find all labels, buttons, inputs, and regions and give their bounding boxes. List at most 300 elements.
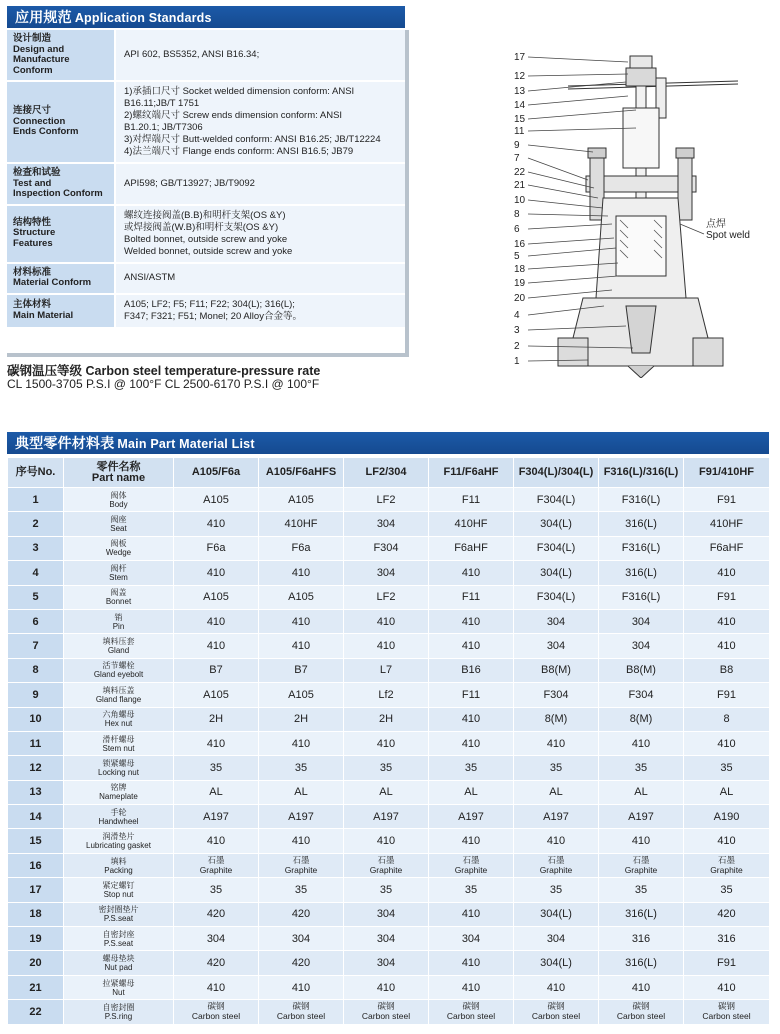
part-material: 35 xyxy=(259,756,344,780)
part-name xyxy=(64,902,174,926)
part-material-cn: 碳钢 xyxy=(207,1001,225,1012)
part-number: 7 xyxy=(8,634,64,658)
part-material: 410 xyxy=(429,951,514,975)
part-number: 18 xyxy=(8,902,64,926)
rating-title-en: Carbon steel temperature-pressure rate xyxy=(85,364,321,378)
part-material-cn: 石墨 xyxy=(547,855,565,866)
part-material: F11 xyxy=(429,585,514,609)
parts-row xyxy=(8,829,770,853)
part-name xyxy=(64,707,174,731)
standards-value xyxy=(115,163,405,205)
part-material: L7 xyxy=(344,658,429,682)
part-material: 35 xyxy=(344,756,429,780)
part-material: 410 xyxy=(684,609,770,633)
part-name-en: Stem xyxy=(109,572,128,582)
part-material: 410 xyxy=(514,975,599,999)
part-name xyxy=(64,585,174,609)
part-material: 316 xyxy=(599,927,684,951)
part-material: 35 xyxy=(429,756,514,780)
part-name-en: Gland eyebolt xyxy=(93,670,144,680)
part-material xyxy=(514,853,599,877)
parts-table xyxy=(7,457,770,1025)
part-name-en: Bonnet xyxy=(105,597,132,607)
parts-row xyxy=(8,780,770,804)
part-number: 4 xyxy=(8,561,64,585)
standards-label xyxy=(7,205,115,263)
part-name-cn: 阀杆 xyxy=(110,563,127,573)
part-material: 35 xyxy=(599,878,684,902)
callout-number: 22 xyxy=(514,167,526,178)
part-material: A105 xyxy=(259,683,344,707)
part-material-en: Carbon steel xyxy=(191,1010,241,1021)
parts-row xyxy=(8,512,770,536)
part-material: AL xyxy=(514,780,599,804)
standards-label-en: Material Conform xyxy=(13,277,92,288)
parts-row xyxy=(8,707,770,731)
standards-label-cn: 设计制造 xyxy=(13,33,52,44)
part-material-en: Carbon steel xyxy=(446,1010,496,1021)
standards-row xyxy=(7,294,405,327)
standards-value-line: 1)承插口尺寸 Socket welded dimension conform: ANSI xyxy=(124,86,355,97)
part-material: F304(L) xyxy=(514,536,599,560)
part-material: 410 xyxy=(174,829,259,853)
part-name-en: Nut pad xyxy=(104,963,133,973)
rating-title-cn: 碳钢温压等级 xyxy=(7,364,83,378)
part-material: 35 xyxy=(174,756,259,780)
part-material: 304 xyxy=(429,927,514,951)
part-name xyxy=(64,609,174,633)
part-material-en: Graphite xyxy=(454,864,488,875)
part-material: A105 xyxy=(259,488,344,512)
part-material: F11 xyxy=(429,683,514,707)
part-material: 304 xyxy=(344,561,429,585)
part-material: 8 xyxy=(684,707,770,731)
callout-number: 15 xyxy=(514,114,526,125)
standards-label-en: Manufacture Conform xyxy=(13,54,70,76)
part-material: 410 xyxy=(429,731,514,755)
part-material-cn: 石墨 xyxy=(207,855,225,866)
part-material: 304 xyxy=(259,927,344,951)
part-material-cn: 石墨 xyxy=(717,855,735,866)
part-material: 410 xyxy=(259,634,344,658)
part-name-en: Nut xyxy=(112,987,125,997)
part-material: A197 xyxy=(174,805,259,829)
part-material: F316(L) xyxy=(599,585,684,609)
standards-value-line: 螺纹连接阀盖(B.B)和明杆支架(OS &Y) xyxy=(124,209,286,221)
parts-row xyxy=(8,756,770,780)
part-material: AL xyxy=(259,780,344,804)
parts-row xyxy=(8,1000,770,1024)
part-name-cn: 六角螺母 xyxy=(102,710,135,720)
standards-shadow-bottom xyxy=(7,353,409,357)
parts-title-cn: 典型零件材料表 xyxy=(15,435,115,451)
standards-table xyxy=(7,30,405,327)
part-material xyxy=(174,853,259,877)
parts-row xyxy=(8,951,770,975)
part-material: AL xyxy=(344,780,429,804)
standards-value-line: API598; GB/T13927; JB/T9092 xyxy=(124,177,255,189)
part-material: B16 xyxy=(429,658,514,682)
part-name-cn: 活节螺栓 xyxy=(102,661,135,671)
part-material: 410 xyxy=(259,731,344,755)
part-name xyxy=(64,756,174,780)
part-material: 316(L) xyxy=(599,951,684,975)
standards-label-cn: 检查和试验 xyxy=(13,167,61,178)
parts-row xyxy=(8,561,770,585)
callout-number: 10 xyxy=(514,195,526,206)
part-name xyxy=(64,683,174,707)
part-material xyxy=(429,1000,514,1024)
part-material: 410 xyxy=(344,609,429,633)
part-material: 410 xyxy=(174,975,259,999)
part-name-en: Locking nut xyxy=(98,767,139,777)
parts-row xyxy=(8,853,770,877)
part-material: 410 xyxy=(174,512,259,536)
part-material: LF2 xyxy=(344,488,429,512)
part-material: B8(M) xyxy=(599,658,684,682)
part-material: 304 xyxy=(599,634,684,658)
part-name xyxy=(64,634,174,658)
standards-label xyxy=(7,163,115,205)
standards-title-cn: 应用规范 xyxy=(15,9,72,25)
parts-row xyxy=(8,585,770,609)
part-name xyxy=(64,1000,174,1024)
standards-label-en: Ends Conform xyxy=(13,126,79,138)
standards-shadow-right xyxy=(405,30,409,353)
part-material: 304 xyxy=(344,902,429,926)
part-number: 17 xyxy=(8,878,64,902)
standards-label-cn: 连接尺寸 xyxy=(13,105,52,117)
part-name-en: Hex nut xyxy=(104,719,133,729)
part-name-cn: 自密封圈 xyxy=(102,1002,135,1012)
part-name-cn: 阀板 xyxy=(110,539,127,549)
callout-number: 19 xyxy=(514,278,526,289)
part-material: 35 xyxy=(599,756,684,780)
part-name-en: Handwheel xyxy=(98,816,139,826)
part-material: F316(L) xyxy=(599,488,684,512)
part-name xyxy=(64,853,174,877)
parts-column-header xyxy=(514,458,599,488)
parts-row xyxy=(8,731,770,755)
part-material: B8(M) xyxy=(514,658,599,682)
part-material-en: Graphite xyxy=(369,864,403,875)
parts-row xyxy=(8,878,770,902)
part-material: 8(M) xyxy=(514,707,599,731)
part-material xyxy=(344,1000,429,1024)
parts-column-header xyxy=(684,458,770,488)
standards-value-line: F347; F321; F51; Monel; 20 Alloy合金等。 xyxy=(124,310,302,322)
part-material: 410 xyxy=(174,609,259,633)
part-material: Lf2 xyxy=(344,683,429,707)
standards-label-en: Connection xyxy=(13,115,66,127)
part-material: 420 xyxy=(259,951,344,975)
part-number: 11 xyxy=(8,731,64,755)
part-material: 410 xyxy=(429,634,514,658)
parts-column-header-cn: 序号No. xyxy=(15,466,56,478)
callout-number: 14 xyxy=(514,100,526,111)
part-name-cn: 手轮 xyxy=(110,807,127,817)
part-name-en: Seat xyxy=(110,524,127,534)
part-name xyxy=(64,731,174,755)
part-name-en: Stop nut xyxy=(103,889,134,899)
part-number: 6 xyxy=(8,609,64,633)
part-material: A197 xyxy=(259,805,344,829)
part-name-en: Lubricating gasket xyxy=(86,841,151,851)
standards-label xyxy=(7,294,115,327)
part-name-en: P.S.seat xyxy=(103,938,134,948)
standards-value xyxy=(115,263,405,294)
part-material: F6a xyxy=(174,536,259,560)
part-material: 316 xyxy=(684,927,770,951)
part-material: B8 xyxy=(684,658,770,682)
part-material-cn: 石墨 xyxy=(462,855,480,866)
part-material: 410 xyxy=(684,561,770,585)
part-material: 410 xyxy=(259,609,344,633)
part-material: 35 xyxy=(514,756,599,780)
part-material: 410 xyxy=(684,975,770,999)
parts-column-header-en: Part name xyxy=(91,471,146,484)
part-material: F91 xyxy=(684,951,770,975)
callout-number: 18 xyxy=(514,264,526,275)
part-material: F91 xyxy=(684,488,770,512)
part-material: 2H xyxy=(174,707,259,731)
standards-value-line: 2)螺纹端尺寸 Screw ends dimension conform: ANSI xyxy=(124,110,343,121)
part-material: 420 xyxy=(259,902,344,926)
part-material: 35 xyxy=(684,756,770,780)
part-material: 410 xyxy=(344,634,429,658)
valve-cross-section-drawing xyxy=(508,48,773,378)
parts-row xyxy=(8,902,770,926)
callout-number: 16 xyxy=(514,239,526,250)
callout-number: 2 xyxy=(514,341,520,352)
callout-number: 9 xyxy=(514,140,520,151)
part-name xyxy=(64,829,174,853)
part-material: 304 xyxy=(344,951,429,975)
part-material: F304 xyxy=(344,536,429,560)
part-material: 410 xyxy=(259,561,344,585)
parts-header xyxy=(7,432,769,454)
part-name-en: Stem nut xyxy=(102,743,135,753)
part-name-en: Packing xyxy=(104,865,133,875)
part-material: F91 xyxy=(684,683,770,707)
part-material: B7 xyxy=(259,658,344,682)
part-material xyxy=(684,1000,770,1024)
part-material: AL xyxy=(429,780,514,804)
part-name-en: Wedge xyxy=(105,548,132,558)
standards-value xyxy=(115,294,405,327)
callout-number: 3 xyxy=(514,325,520,336)
parts-row xyxy=(8,488,770,512)
parts-column-header xyxy=(344,458,429,488)
part-material xyxy=(684,853,770,877)
parts-row xyxy=(8,927,770,951)
part-number: 15 xyxy=(8,829,64,853)
callout-number: 20 xyxy=(514,293,526,304)
part-material: F91 xyxy=(684,585,770,609)
part-material: 304(L) xyxy=(514,512,599,536)
part-material-cn: 碳钢 xyxy=(632,1001,650,1012)
callout-number: 13 xyxy=(514,86,526,97)
standards-row xyxy=(7,163,405,205)
parts-column-header-cn: LF2/304 xyxy=(365,466,407,478)
parts-row xyxy=(8,975,770,999)
part-material: 304 xyxy=(599,609,684,633)
part-material xyxy=(599,853,684,877)
part-material-en: Graphite xyxy=(284,864,318,875)
callout-number: 12 xyxy=(514,71,526,82)
part-number: 1 xyxy=(8,488,64,512)
part-name xyxy=(64,805,174,829)
part-name xyxy=(64,658,174,682)
standards-label xyxy=(7,81,115,163)
part-material: 410HF xyxy=(429,512,514,536)
part-name-en: P.S.seat xyxy=(103,914,134,924)
standards-label-cn: 主体材料 xyxy=(13,299,52,310)
part-name xyxy=(64,780,174,804)
part-material-cn: 碳钢 xyxy=(717,1001,735,1012)
part-material: LF2 xyxy=(344,585,429,609)
part-material: F304(L) xyxy=(514,488,599,512)
part-material: 410 xyxy=(429,975,514,999)
callout-number: 4 xyxy=(514,310,520,321)
parts-row xyxy=(8,634,770,658)
part-material: 410HF xyxy=(684,512,770,536)
parts-title-en: Main Part Material List xyxy=(117,437,255,451)
part-material-en: Carbon steel xyxy=(361,1010,411,1021)
part-material: A190 xyxy=(684,805,770,829)
part-material: F304 xyxy=(514,683,599,707)
parts-row xyxy=(8,805,770,829)
part-number: 20 xyxy=(8,951,64,975)
part-material: 304(L) xyxy=(514,902,599,926)
standards-value-line: A105; LF2; F5; F11; F22; 304(L); 316(L); xyxy=(124,298,295,310)
rating-values: CL 1500-3705 P.S.I @ 100°F CL 2500-6170 P.S.I @ 100°F xyxy=(7,377,320,391)
part-name-en: P.S.ring xyxy=(104,1011,133,1021)
part-material: 410 xyxy=(684,634,770,658)
part-name xyxy=(64,951,174,975)
part-material: 410 xyxy=(429,561,514,585)
part-material: AL xyxy=(599,780,684,804)
part-number: 19 xyxy=(8,927,64,951)
part-name-cn: 阀体 xyxy=(110,490,127,500)
standards-value-line: 4)法兰端尺寸 Flange ends conform: ANSI B16.5; JB79 xyxy=(124,146,354,157)
part-name-cn: 密封圈垫片 xyxy=(98,905,139,915)
part-material: 420 xyxy=(684,902,770,926)
parts-column-header xyxy=(174,458,259,488)
part-material-cn: 碳钢 xyxy=(462,1001,480,1012)
part-name-cn: 润滑垫片 xyxy=(102,832,135,842)
part-material: 304 xyxy=(344,512,429,536)
spot-weld-label-en: Spot weld xyxy=(706,230,750,241)
standards-value xyxy=(115,205,405,263)
parts-column-header xyxy=(429,458,514,488)
part-material: AL xyxy=(684,780,770,804)
standards-label xyxy=(7,30,115,81)
part-number: 8 xyxy=(8,658,64,682)
parts-row xyxy=(8,683,770,707)
part-name-en: Gland flange xyxy=(95,694,142,704)
callout-number: 6 xyxy=(514,224,520,235)
part-material: 304 xyxy=(514,634,599,658)
part-material: F6aHF xyxy=(429,536,514,560)
standards-row xyxy=(7,205,405,263)
standards-label-en: Structure xyxy=(13,227,56,239)
part-name xyxy=(64,561,174,585)
part-material: A105 xyxy=(174,585,259,609)
spot-weld-label-cn: 点焊 xyxy=(706,219,726,230)
part-number: 21 xyxy=(8,975,64,999)
part-number: 10 xyxy=(8,707,64,731)
standards-label xyxy=(7,263,115,294)
part-material: 304 xyxy=(174,927,259,951)
part-material-en: Graphite xyxy=(710,864,743,875)
part-material-cn: 石墨 xyxy=(377,855,395,866)
part-name-cn: 螺母垫块 xyxy=(102,954,135,964)
part-name-en: Pin xyxy=(112,621,125,631)
standards-value xyxy=(115,30,405,81)
part-material: F6aHF xyxy=(684,536,770,560)
standards-value xyxy=(115,81,405,163)
parts-column-header xyxy=(259,458,344,488)
part-material: A105 xyxy=(174,683,259,707)
part-name-cn: 拉紧螺母 xyxy=(102,978,135,988)
part-material: F304(L) xyxy=(514,585,599,609)
part-material: 316(L) xyxy=(599,561,684,585)
part-number: 5 xyxy=(8,585,64,609)
part-material: 410 xyxy=(259,829,344,853)
standards-title-en: Application Standards xyxy=(74,11,212,25)
part-material: 304 xyxy=(514,927,599,951)
part-number: 2 xyxy=(8,512,64,536)
part-material: 410 xyxy=(514,829,599,853)
callout-number: 21 xyxy=(514,180,526,191)
part-name-cn: 自密封座 xyxy=(102,929,135,939)
standards-value-line: B16.11;JB/T 1751 xyxy=(124,98,200,109)
part-material-cn: 石墨 xyxy=(292,855,310,866)
part-material-en: Carbon steel xyxy=(531,1010,581,1021)
callout-number: 8 xyxy=(514,209,520,220)
part-number: 3 xyxy=(8,536,64,560)
part-name-en: Gland xyxy=(107,646,130,656)
parts-column-header-cn: F91/410HF xyxy=(698,466,755,478)
part-name-cn: 锁紧螺母 xyxy=(102,758,135,768)
part-material xyxy=(514,1000,599,1024)
part-material: 410 xyxy=(684,829,770,853)
part-material: 316(L) xyxy=(599,512,684,536)
part-name xyxy=(64,512,174,536)
part-material xyxy=(599,1000,684,1024)
part-name-cn: 铭牌 xyxy=(110,783,127,793)
part-number: 9 xyxy=(8,683,64,707)
standards-label-en: Inspection Conform xyxy=(13,188,103,199)
part-material: 410 xyxy=(599,731,684,755)
part-material-en: Carbon steel xyxy=(276,1010,326,1021)
part-material: B7 xyxy=(174,658,259,682)
part-material: 304(L) xyxy=(514,561,599,585)
standards-value-line: Bolted bonnet, outside screw and yoke xyxy=(124,233,288,245)
standards-row xyxy=(7,30,405,81)
part-material: 304 xyxy=(514,609,599,633)
standards-value-line: API 602, BS5352, ANSI B16.34; xyxy=(124,49,260,60)
standards-label-cn: 结构特性 xyxy=(13,216,52,228)
part-material: 35 xyxy=(684,878,770,902)
callout-number: 17 xyxy=(514,52,526,63)
part-material: 316(L) xyxy=(599,902,684,926)
part-material-cn: 碳钢 xyxy=(292,1001,310,1012)
callout-number: 5 xyxy=(514,251,520,262)
part-material: A197 xyxy=(344,805,429,829)
part-material xyxy=(429,853,514,877)
